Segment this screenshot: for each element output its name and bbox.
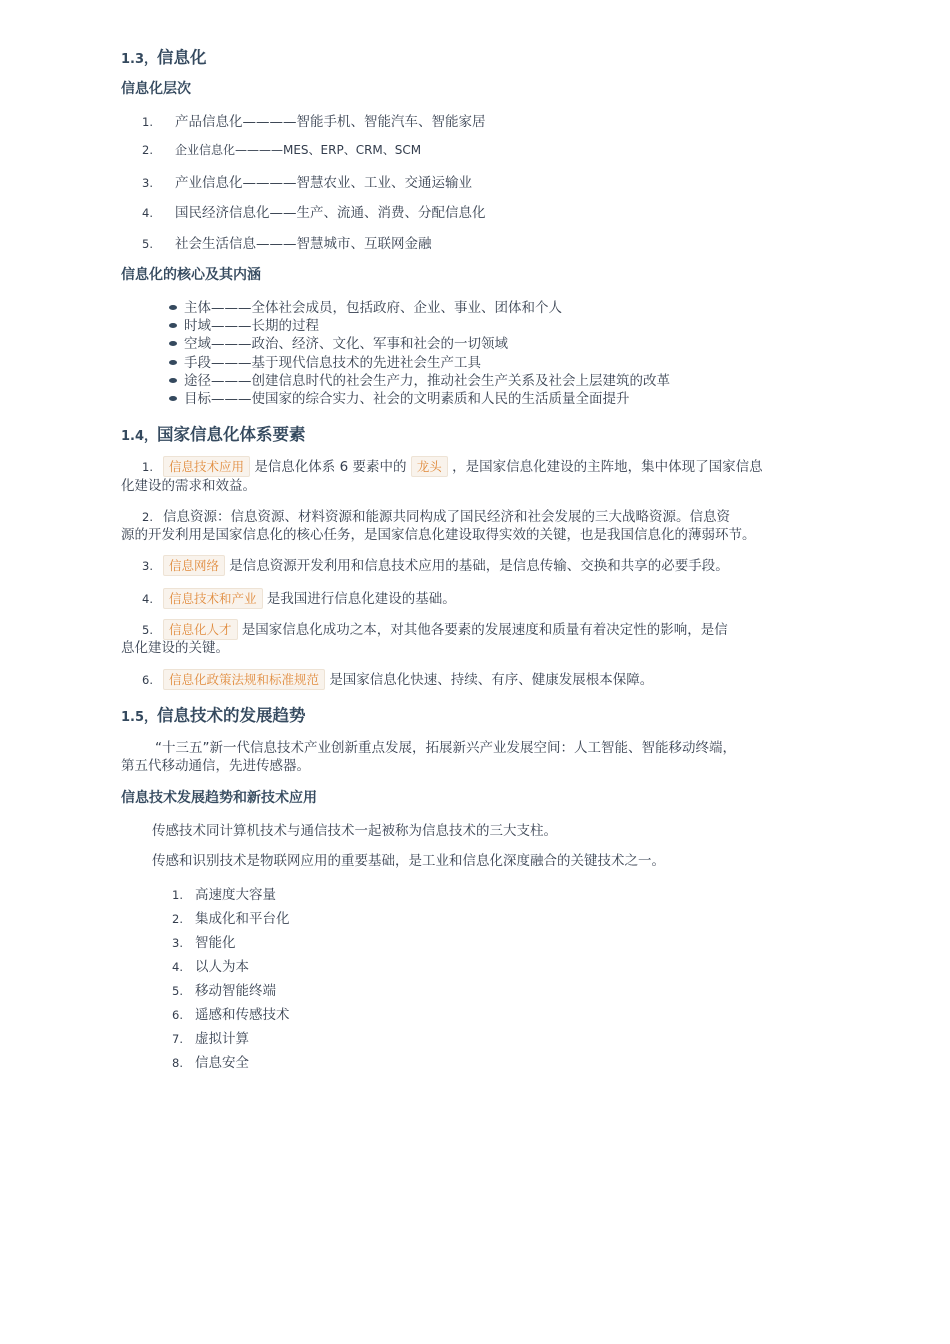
list-item: 1. 产品信息化————智能手机、智能汽车、智能家居 — [142, 114, 486, 130]
element-item: 6. 信息化政策法规和标准规范 是国家信息化快速、持续、有序、健康发展根本保障。 — [121, 668, 653, 690]
section-heading-1-5 — [121, 702, 306, 726]
section-heading-1-4 — [121, 421, 306, 445]
list-item: 5. 社会生活信息———智慧城市、互联网金融 — [142, 236, 432, 252]
trend-item: 7. 虚拟计算 — [172, 1031, 249, 1047]
section-title: 国家信息化体系要素 — [157, 425, 306, 444]
intro-paragraph-continuation: 第五代移动通信，先进传感器。 — [121, 758, 310, 774]
element-item: 4. 信息技术和产业 是我国进行信息化建设的基础。 — [121, 587, 456, 609]
section-heading-1-3 — [121, 44, 207, 68]
highlight-tag: 信息化人才 — [163, 619, 238, 640]
section-number: 1.4， — [121, 429, 158, 444]
bullet-icon — [169, 341, 177, 346]
bullet-icon — [169, 323, 177, 328]
element-item-continuation: 息化建设的关键。 — [121, 640, 229, 656]
subheading-levels: 信息化层次 — [121, 81, 191, 97]
highlight-tag: 信息化政策法规和标准规范 — [163, 669, 325, 690]
paragraph: 传感技术同计算机技术与通信技术一起被称为信息技术的三大支柱。 — [152, 823, 557, 839]
element-item-continuation: 源的开发利用是国家信息化的核心任务，是国家信息化建设取得实效的关键，也是我国信息化的薄弱环节。 — [121, 527, 756, 543]
section-title: 信息化 — [157, 48, 207, 67]
bullet-icon — [169, 305, 177, 310]
trend-item: 2. 集成化和平台化 — [172, 911, 290, 927]
paragraph: 传感和识别技术是物联网应用的重要基础，是工业和信息化深度融合的关键技术之一。 — [152, 853, 665, 869]
highlight-tag: 信息技术应用 — [163, 456, 250, 477]
bullet-item: 时域———长期的过程 — [121, 314, 319, 334]
bullet-icon — [169, 396, 177, 401]
highlight-tag: 龙头 — [411, 456, 448, 477]
trend-item: 3. 智能化 — [172, 935, 236, 951]
element-item: 5. 信息化人才 是国家信息化成功之本，对其他各要素的发展速度和质量有着决定性的影响，是信 — [121, 618, 728, 640]
element-item: 2. 信息资源：信息资源、材料资源和能源共同构成了国民经济和社会发展的三大战略资源。信息资 — [142, 509, 730, 525]
bullet-icon — [169, 378, 177, 383]
trend-item: 5. 移动智能终端 — [172, 983, 276, 999]
trend-item: 6. 遥感和传感技术 — [172, 1007, 290, 1023]
intro-paragraph: “十三五”新一代信息技术产业创新重点发展，拓展新兴产业发展空间：人工智能、智能移动终端， — [155, 740, 736, 756]
list-item: 2. 企业信息化————MES、ERP、CRM、SCM — [142, 143, 422, 157]
bullet-item: 途径———创建信息时代的社会生产力，推动社会生产关系及社会上层建筑的改革 — [121, 369, 670, 389]
subheading-core: 信息化的核心及其内涵 — [121, 267, 261, 283]
section-number: 1.3， — [121, 52, 158, 67]
bullet-item: 空域———政治、经济、文化、军事和社会的一切领域 — [121, 332, 508, 352]
trend-item: 4. 以人为本 — [172, 959, 249, 975]
bullet-icon — [169, 360, 177, 365]
trend-item: 1. 高速度大容量 — [172, 887, 276, 903]
list-item: 3. 产业信息化————智慧农业、工业、交通运输业 — [142, 175, 472, 191]
subheading-trends: 信息技术发展趋势和新技术应用 — [121, 790, 317, 806]
element-item: 3. 信息网络 是信息资源开发利用和信息技术应用的基础，是信息传输、交换和共享的必要手段。 — [121, 554, 729, 576]
trend-item: 8. 信息安全 — [172, 1055, 249, 1071]
highlight-tag: 信息技术和产业 — [163, 588, 263, 609]
element-item-continuation: 化建设的需求和效益。 — [121, 478, 256, 494]
list-item: 4. 国民经济信息化——生产、流通、消费、分配信息化 — [142, 205, 486, 221]
bullet-item: 主体———全体社会成员，包括政府、企业、事业、团体和个人 — [121, 296, 562, 316]
element-item: 1. 信息技术应用 是信息化体系 6 要素中的 龙头 ，是国家信息化建设的主阵地，集中体现了国家信息 — [121, 455, 763, 477]
highlight-tag: 信息网络 — [163, 555, 225, 576]
section-number: 1.5， — [121, 710, 158, 725]
section-title: 信息技术的发展趋势 — [157, 706, 306, 725]
bullet-item: 目标———使国家的综合实力、社会的文明素质和人民的生活质量全面提升 — [121, 387, 630, 407]
bullet-item: 手段———基于现代信息技术的先进社会生产工具 — [121, 351, 481, 371]
